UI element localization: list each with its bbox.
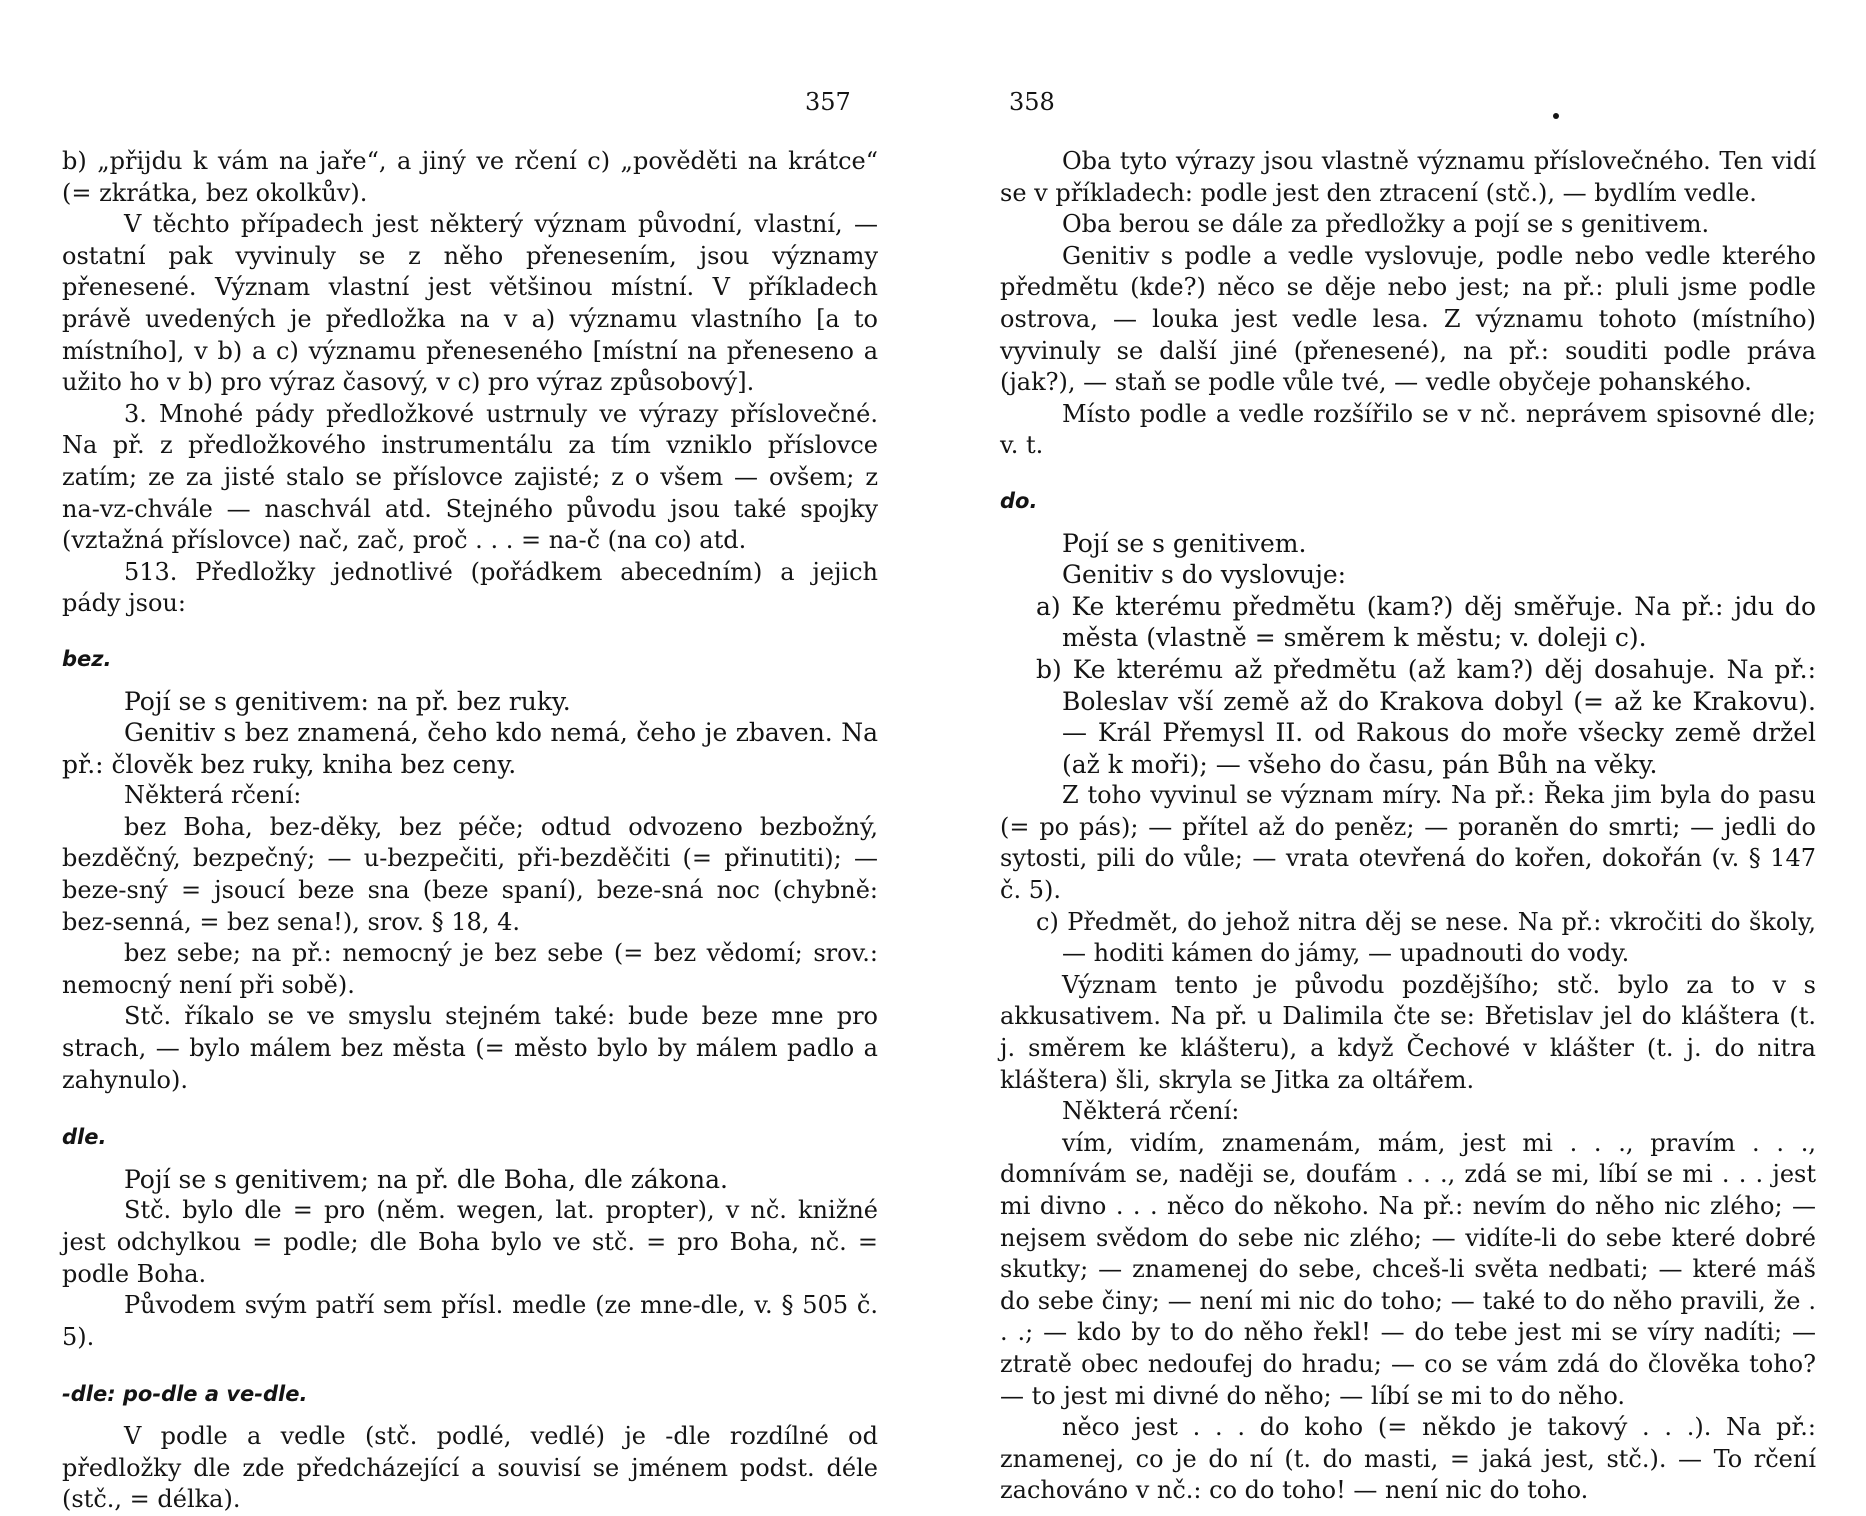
paragraph: b) „přijdu k vám na jaře“, a jiný ve rčení c) „pověděti na krátce“ (= zkrátka, bez okolkův). xyxy=(62,147,878,207)
page-number: 358 xyxy=(1009,88,1055,116)
paragraph: c) Předmět, do jehož nitra děj se nese. Na př.: vkročiti do školy, — hoditi kámen do jámy, — upadnouti do vody. xyxy=(1036,907,1816,968)
left-page xyxy=(0,0,933,1514)
page-body xyxy=(62,146,878,1516)
section-heading: -dle: po-dle a ve-dle. xyxy=(62,1382,308,1407)
paragraph: 513. Předložky jednotlivé (pořádkem abecedním) a jejich pády jsou: xyxy=(62,557,878,618)
paragraph: V těchto případech jest některý význam původní, vlastní, — ostatní pak vyvinuly se z něho přenesením, jsou významy přenesené. Význam vlastní jest většinou místní. V příkladech právě uvedených je předložka na v a) významu vlastního [a to místního], v b) a c) významu přeneseného [místní na přeneseno a užito ho v b) pro výraz časový, v c) pro výraz způsobový]. xyxy=(62,210,878,397)
paragraph: Pojí se s genitivem: na př. bez ruky. xyxy=(124,686,571,716)
paragraph: b) Ke kterému až předmětu (až kam?) děj dosahuje. Na př.: Boleslav vší země až do Krakova dobyl (= až ke Krakovu). — Král Přemysl II. od Rakous do moře všecky země držel (až k moři); — všeho do času, pán Bůh na věky. xyxy=(1036,654,1816,779)
paragraph: vím, vidím, znamenám, mám, jest mi . . ., pravím . . ., domnívám se, naději se, doufám . . ., zdá se mi, líbí se mi . . . jest mi divno . . . něco do někoho. Na př.: nevím do něho nic zlého; — nejsem svědom do sebe nic zlého; — vidíte-li do sebe které dobré skutky; — znamenej do sebe, chceš-li světa nedbati; — které máš do sebe činy; — není mi nic do toho; — také to do něho pravili, že . . .; — kdo by to do něho řekl! — do tebe jest mi se víry nadíti; — ztratě obec nedoufej do hradu; — co se vám zdá do člověka toho? — to jest mi divné do něho; — líbí se mi to do něho. xyxy=(1000,1128,1816,1410)
paragraph: a) Ke kterému předmětu (kam?) děj směřuje. Na př.: jdu do města (vlastně = směrem k městu; v. doleji c). xyxy=(1036,591,1816,653)
paragraph: Význam tento je původu pozdějšího; stč. bylo za to v s akkusativem. Na př. u Dalimila čte se: Břetislav jel do kláštera (t. j. směrem ke klášteru), a když Čechové v klášter (t. j. do nitra kláštera) šli, skryla se Jitka za oltářem. xyxy=(1000,970,1816,1094)
paragraph: Genitiv s podle a vedle vyslovuje, podle nebo vedle kterého předmětu (kde?) něco se děje nebo jest; na př.: pluli jsme podle ostrova, — louka jest vedle lesa. Z významu tohoto (místního) vyvinuly se další jiné (přenesené), na př.: souditi podle práva (jak?), — staň se podle vůle tvé, — vedle obyčeje pohanského. xyxy=(1000,241,1816,397)
paragraph: Genitiv s bez znamená, čeho kdo nemá, čeho je zbaven. Na př.: člověk bez ruky, kniha bez ceny. xyxy=(62,718,878,779)
section-heading: bez. xyxy=(62,646,112,671)
paragraph: 3. Mnohé pády předložkové ustrnuly ve výrazy příslovečné. Na př. z předložkového instrumentálu za tím vzniklo příslovce zatím; ze za jisté stalo se příslovce zajisté; z o všem — ovšem; z na-vz-chvále — naschvál atd. Stejného původu jsou také spojky (vztažná příslovce) nač, zač, proč . . . = na-č (na co) atd. xyxy=(62,399,878,555)
paragraph: Místo podle a vedle rozšířilo se v nč. neprávem spisovné dle; v. t. xyxy=(1000,399,1816,460)
paragraph: bez Boha, bez-děky, bez péče; odtud odvozeno bezbožný, bezděčný, bezpečný; — u-bezpečiti, při-bezděčiti (= přinutiti); — beze-sný = jsoucí beze sna (beze spaní), beze-sná noc (chybně: bez-senná, = bez sena!), srov. § 18, 4. xyxy=(62,812,878,936)
right-page xyxy=(933,0,1866,1505)
paragraph: Některá rčení: xyxy=(124,781,302,810)
page-body xyxy=(1000,146,1816,1507)
paragraph: bez sebe; na př.: nemocný je bez sebe (= bez vědomí; srov.: nemocný není při sobě). xyxy=(62,939,878,999)
paragraph: Oba tyto výrazy jsou vlastně významu příslovečného. Ten vidí se v příkladech: podle jest den ztracení (stč.), — bydlím vedle. xyxy=(1000,147,1816,207)
paragraph: Některá rčení: xyxy=(1062,1097,1240,1126)
paragraph: Genitiv s do vyslovuje: xyxy=(1062,560,1347,590)
print-speck xyxy=(1553,113,1559,119)
paragraph: Pojí se s genitivem; na př. dle Boha, dle zákona. xyxy=(124,1164,728,1194)
paragraph: Původem svým patří sem přísl. medle (ze mne-dle, v. § 505 č. 5). xyxy=(62,1291,878,1351)
paragraph: něco jest . . . do koho (= někdo je takový . . .). Na př.: znamenej, co je do ní (t. do masti, = jaká jest, stč.). — To rčení zachováno v nč.: co do toho! — není nic do toho. xyxy=(1000,1413,1816,1505)
paragraph: V podle a vedle (stč. podlé, vedlé) je -dle rozdílné od předložky dle zde předcházející a souvisí se jménem podst. déle (stč., = délka). xyxy=(62,1421,878,1514)
paragraph: Stč. bylo dle = pro (něm. wegen, lat. propter), v nč. knižné jest odchylkou = podle; dle Boha bylo ve stč. = pro Boha, nč. = podle Boha. xyxy=(62,1196,878,1288)
paragraph: Stč. říkalo se ve smyslu stejném také: bude beze mne pro strach, — bylo málem bez města (= město bylo by málem padlo a zahynulo). xyxy=(62,1002,878,1094)
paragraph: Pojí se s genitivem. xyxy=(1062,528,1307,558)
paragraph: Oba berou se dále za předložky a pojí se s genitivem. xyxy=(1062,210,1710,239)
section-heading: dle. xyxy=(62,1125,107,1150)
section-heading: do. xyxy=(1000,488,1038,513)
paragraph: Z toho vyvinul se význam míry. Na př.: Řeka jim byla do pasu (= po pás); — přítel až do peněz; — poraněn do smrti; — jedli do sytosti, pili do vůle; — vrata otevřená do kořen, dokořán (v. § 147 č. 5). xyxy=(1000,781,1816,905)
page-number: 357 xyxy=(805,88,851,116)
